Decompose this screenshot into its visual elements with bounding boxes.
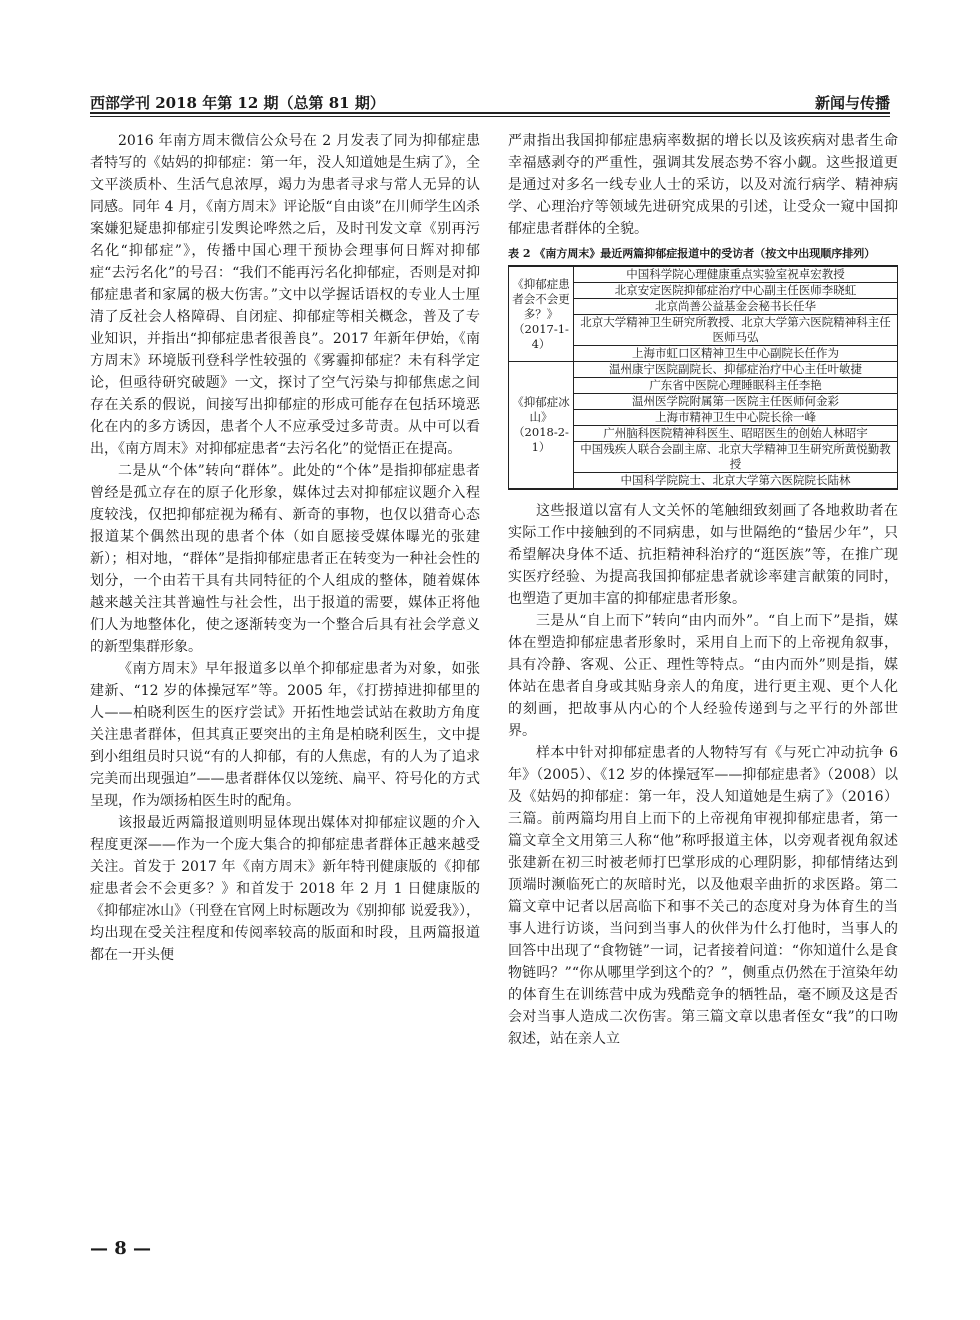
header-rule-thin bbox=[90, 116, 890, 117]
table-row bbox=[509, 266, 898, 283]
table-cell: 中国科学院心理健康重点实验室祝卓宏教授 bbox=[574, 266, 898, 283]
interviewee-table-block bbox=[508, 246, 898, 490]
table-cell: 温州康宁医院副院长、抑郁症治疗中心主任叶敏捷 bbox=[574, 362, 898, 378]
body-paragraph: 这些报道以富有人文关怀的笔触细致刻画了各地救助者在实际工作中接触到的不同病患，如与世隔绝的“蛰居少年”，只希望解决身体不适、抗拒精神科治疗的“逛医族”等，在推广现实医疗经验、为提高我国抑郁症患者就诊率建言献策的同时，也塑造了更加丰富的抑郁症患者形象。 bbox=[508, 503, 898, 607]
body-paragraph: 样本中针对抑郁症患者的人物特写有《与死亡冲动抗争 6 年》（2005）、《12 岁的体操冠军——抑郁症患者》（2008）以及《姑妈的抑郁症：第一年，没人知道她是生病了》（2016）三篇。前两篇均用自上而下的上帝视角审视抑郁症患者，第一篇文章全文用第三人称“他”称呼报道主体，以旁观者视角叙述张建新在初三时被老师打巴掌形成的心理阴影，抑郁情绪达到顶端时濒临死亡的灰暗时光，以及他艰辛曲折的求医路。第二篇文章中记者以居高临下和事不关己的态度对身为体育生的当事人进行访谈，当问到当事人的伙伴为什么打他时，当事人的回答中出现了“食物链”一词，记者接着问道：“你知道什么是食物链吗？”“你从哪里学到这个的？”，侧重点仍然在于渲染年幼的体育生在训练营中成为残酷竞争的牺牲品，毫不顾及这是否会对当事人造成二次伤害。第三篇文章以患者侄女“我”的口吻叙述，站在亲人立 bbox=[508, 745, 898, 1047]
table-group-label: 《抑郁症患者会不会更多？》（2017-1-4） bbox=[509, 266, 574, 362]
table-row bbox=[509, 362, 898, 378]
body-paragraph: 严肃指出我国抑郁症患病率数据的增长以及该疾病对患者生命幸福感剥夺的严重性，强调其发展态势不容小觑。这些报道更是通过对多名一线专业人士的采访，以及对流行病学、精神病学、心理治疗等领域先进研究成果的引述，让受众一窥中国抑郁症患者群体的全貌。 bbox=[508, 133, 898, 237]
table-cell: 中国科学院院士、北京大学第六医院院长陆林 bbox=[574, 473, 898, 490]
interviewee-table bbox=[508, 265, 898, 490]
journal-title: 西部学刊 2018 年第 12 期（总第 81 期） bbox=[90, 94, 385, 112]
table-cell: 北京安定医院抑郁症治疗中心副主任医师李晓虹 bbox=[574, 283, 898, 299]
body-paragraph: 2016 年南方周末微信公众号在 2 月发表了同为抑郁症患者特写的《姑妈的抑郁症：第一年，没人知道她是生病了》，全文平淡质朴、生活气息浓厚，竭力为患者寻求与常人无异的认同感。同年 4 月，《南方周末》评论版“自由谈”在川师学生凶杀案嫌犯疑患抑郁症引发舆论哗然之后，及时刊发文章《别再污名化“抑郁症”》，传播中国心理干预协会理事何日辉对抑郁症“去污名化”的号召：“我们不能再污名化抑郁症，否则是对抑郁症患者和家属的极大伤害。”文中以学握话语权的专业人士厘清了反社会人格障碍、自闭症、抑郁症等相关概念，普及了专业知识，并指出“抑郁症患者很善良”。2017 年新年伊始，《南方周末》环境版刊登科学性较强的《雾霾抑郁症？未有科学定论，但亟待研究破题》一文，探讨了空气污染与抑郁焦虑之间存在关系的假说，间接写出抑郁症的形成可能存在包括环境恶化在内的多方诱因，患者个人不应承受过多苛责。从中可以看出，《南方周末》对抑郁症患者“去污名化”的觉悟正在提高。 bbox=[90, 133, 480, 457]
page-number: — 8 — bbox=[90, 1238, 152, 1259]
table-cell: 温州医学院附属第一医院主任医师何金彩 bbox=[574, 394, 898, 410]
body-paragraph: 《南方周末》早年报道多以单个抑郁症患者为对象，如张建新、“12 岁的体操冠军”等。2005 年，《打捞掉进抑郁里的人——柏晓利医生的医疗尝试》开拓性地尝试站在救助方角度关注患者群体，但其真正要突出的主角是柏晓利医生，文中提到小组组员时只说“有的人抑郁，有的人焦虑，有的人为了追求完美而出现强迫”——患者群体仅以笼统、扁平、符号化的方式呈现，作为颂扬柏医生时的配角。 bbox=[90, 661, 480, 809]
table-cell: 上海市虹口区精神卫生中心副院长任作为 bbox=[574, 346, 898, 362]
table-cell: 北京尚善公益基金会秘书长任华 bbox=[574, 299, 898, 315]
table-cell: 上海市精神卫生中心院长徐一峰 bbox=[574, 410, 898, 426]
body-paragraph: 该报最近两篇报道则明显体现出媒体对抑郁症议题的介入程度更深——作为一个庞大集合的抑郁症患者群体正越来越受关注。首发于 2017 年《南方周末》新年特刊健康版的《抑郁症患者会不会更多？》和首发于 2018 年 2 月 1 日健康版的《抑郁症冰山》（刊登在官网上时标题改为《别抑郁 说爱我》），均出现在受关注程度和传阅率较高的版面和时段，且两篇报道都在一开头便 bbox=[90, 815, 480, 963]
table-cell: 广州脑科医院精神科医生、昭昭医生的创始人林昭宇 bbox=[574, 426, 898, 442]
section-title: 新闻与传播 bbox=[814, 94, 890, 112]
table-group-label: 《抑郁症冰山》（2018-2-1） bbox=[509, 362, 574, 490]
body-paragraph: 三是从“自上而下”转向“由内而外”。“自上而下”是指，媒体在塑造抑郁症患者形象时，采用自上而下的上帝视角叙事，具有冷静、客观、公正、理性等特点。“由内而外”则是指，媒体站在患者自身或其贴身亲人的角度，进行更主观、更个人化的刻画，把故事从内心的个人经验传递到与之平行的外部世界。 bbox=[508, 613, 898, 739]
table-cell: 广东省中医院心理睡眠科主任李艳 bbox=[574, 378, 898, 394]
body-paragraph: 二是从“个体”转向“群体”。此处的“个体”是指抑郁症患者曾经是孤立存在的原子化形象，媒体过去对抑郁症议题介入程度较浅，仅把抑郁症视为稀有、新奇的事物，也仅以猎奇心态报道某个偶然出现的患者个体（如自愿接受媒体曝光的张建新）；相对地，“群体”是指抑郁症患者正在转变为一种社会性的划分，一个由若干具有共同特征的个人组成的整体，随着媒体越来越关注其普遍性与社会性，出于报道的需要，媒体正将他们人为地整体化，使之逐渐转变为一个整合后具有社会学意义的新型集群形象。 bbox=[90, 463, 480, 655]
table-caption: 表 2 《南方周末》最近两篇抑郁症报道中的受访者（按文中出现顺序排列） bbox=[508, 247, 876, 260]
table-cell: 北京大学精神卫生研究所教授、北京大学第六医院精神科主任医师马弘 bbox=[574, 315, 898, 346]
right-column bbox=[508, 130, 898, 1050]
left-column bbox=[90, 130, 480, 966]
table-cell: 中国残疾人联合会副主席、北京大学精神卫生研究所黄悦勤教授 bbox=[574, 442, 898, 473]
header-rule bbox=[90, 112, 890, 114]
